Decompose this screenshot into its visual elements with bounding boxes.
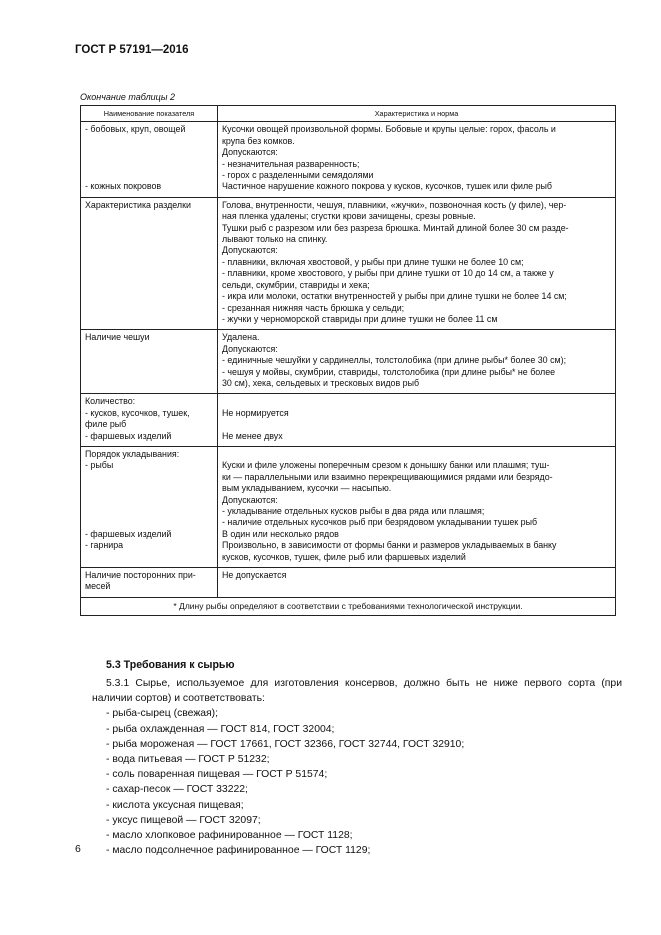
table-footnote-row: [81, 597, 616, 615]
cell-line: [222, 396, 611, 407]
cell-line: - плавники, включая хвостовой, у рыбы при длине тушки не более 10 см;: [222, 256, 524, 267]
requirements-list: [92, 706, 622, 858]
list-item: - кислота уксусная пищевая;: [106, 799, 244, 811]
cell-line: Кусочки овощей произвольной формы. Бобовые и крупы целые: горох, фасоль и: [222, 124, 556, 135]
cell-line: Тушки рыб с разрезом или без разреза брюшка. Минтай длиной более 30 см разде-: [222, 222, 569, 233]
indicator-cell: [81, 197, 218, 329]
cell-line: вым укладыванием, кусочки — насыпью.: [222, 483, 392, 494]
cell-line: - фаршевых изделий: [85, 430, 172, 441]
cell-line: - горох с разделенными семядолями: [222, 170, 374, 181]
cell-line: [85, 495, 213, 506]
table-row: [81, 197, 616, 329]
cell-line: - чешуя у мойвы, скумбрии, ставриды, толстолобика (при длине рыбы* не более: [222, 366, 556, 377]
cell-line: - рыбы: [85, 460, 114, 471]
cell-line: Допускаются:: [222, 343, 278, 354]
cell-line: Допускаются:: [222, 494, 278, 505]
cell-line: Удалена.: [222, 332, 260, 343]
cell-line: - кожных покровов: [85, 181, 162, 192]
document-header: ГОСТ Р 57191—2016: [75, 44, 189, 56]
cell-line: - икра или молоки, остатки внутренностей у рыбы при длине тушки не более 14 см;: [222, 291, 567, 302]
cell-line: В один или несколько рядов: [222, 528, 339, 539]
cell-line: - жучки у черноморской ставриды при длине тушки не более 11 см: [222, 313, 498, 324]
cell-line: Произвольно, в зависимости от формы банки и размеров укладываемых в банку: [222, 540, 557, 551]
cell-line: [85, 483, 213, 494]
cell-line: [85, 506, 213, 517]
table-header-row: [81, 106, 616, 122]
cell-line: [85, 147, 213, 158]
norm-cell: [218, 197, 616, 329]
cell-line: Наличие чешуи: [85, 332, 150, 343]
norm-cell: [218, 446, 616, 567]
cell-line: Количество:: [85, 396, 136, 407]
column-header-indicator: Наименование показателя: [81, 106, 218, 122]
column-header-norm: Характеристика и норма: [218, 106, 616, 122]
cell-line: сельди, скумбрии, ставриды и хека;: [222, 279, 370, 290]
list-item: - масло хлопковое рафинированное — ГОСТ 1128;: [106, 830, 353, 842]
table-row: [81, 446, 616, 567]
table-row: [81, 568, 616, 598]
cell-line: - гарнира: [85, 540, 124, 551]
table-caption: Окончание таблицы 2: [80, 92, 175, 102]
indicator-cell: [81, 394, 218, 447]
section-paragraph: 5.3.1 Сырье, используемое для изготовления консервов, должно быть не ниже первого сорта (при наличии сортов) и соответствовать:: [92, 678, 622, 705]
cell-line: ная пленка удалены; сгустки крови зачищены, срезы ровные.: [222, 211, 476, 222]
cell-line: [222, 419, 611, 430]
section-body: [92, 676, 622, 858]
section-title: 5.3 Требования к сырью: [106, 659, 235, 671]
cell-line: [85, 136, 213, 147]
cell-line: - укладывание отдельных кусков рыбы в два ряда или плашмя;: [222, 505, 485, 516]
cell-line: ки — параллельными или взаимно перекрещивающимися рядами или безрядо-: [222, 471, 553, 482]
cell-line: - срезанная нижняя часть брюшка у сельди;: [222, 302, 405, 313]
cell-line: - плавники, кроме хвостового, у рыбы при длине тушки от 10 до 14 см, а также у: [222, 268, 554, 279]
cell-line: - незначительная разваренность;: [222, 158, 360, 169]
cell-line: лывают только на спинку.: [222, 234, 328, 245]
cell-line: филе рыб: [85, 419, 127, 430]
cell-line: Порядок укладывания:: [85, 448, 180, 459]
indicator-cell: [81, 568, 218, 598]
list-item: - масло подсолнечное рафинированное — ГОСТ 1129;: [106, 845, 371, 857]
cell-line: Куски и филе уложены поперечным срезом к донышку банки или плашмя; туш-: [222, 460, 550, 471]
cell-line: [85, 170, 213, 181]
cell-line: Характеристика разделки: [85, 199, 191, 210]
norm-cell: [218, 330, 616, 394]
table-row: [81, 122, 616, 197]
table-row: [81, 394, 616, 447]
list-item: - уксус пищевой — ГОСТ 32097;: [106, 814, 261, 826]
list-item: - вода питьевая — ГОСТ Р 51232;: [106, 754, 270, 766]
cell-line: месей: [85, 581, 111, 592]
cell-line: [85, 159, 213, 170]
cell-line: [222, 449, 611, 460]
table-footnote: * Длину рыбы определяют в соответствии с требованиями технологической инструкции.: [81, 597, 616, 615]
cell-line: Не менее двух: [222, 430, 283, 441]
cell-line: - бобовых, круп, овощей: [85, 124, 186, 135]
list-item: - рыба-сырец (свежая);: [106, 708, 219, 720]
cell-line: Не нормируется: [222, 407, 289, 418]
cell-line: Частичное нарушение кожного покрова у кусков, кусочков, тушек или филе рыб: [222, 181, 552, 192]
norm-cell: [218, 394, 616, 447]
cell-line: крупа без комков.: [222, 135, 295, 146]
cell-line: [85, 472, 213, 483]
list-item: - рыба мороженая — ГОСТ 17661, ГОСТ 32366, ГОСТ 32744, ГОСТ 32910;: [106, 738, 465, 750]
cell-line: - фаршевых изделий: [85, 528, 172, 539]
cell-line: - единичные чешуйки у сардинеллы, толстолобика (при длине рыбы* более 30 см);: [222, 355, 567, 366]
cell-line: - кусков, кусочков, тушек,: [85, 407, 190, 418]
requirements-table: [80, 105, 616, 616]
list-item: - рыба охлажденная — ГОСТ 814, ГОСТ 32004;: [106, 723, 335, 735]
cell-line: [85, 517, 213, 528]
cell-line: Голова, внутренности, чешуя, плавники, «жучки», позвоночная кость (у филе), чер-: [222, 199, 567, 210]
cell-line: Допускаются:: [222, 245, 278, 256]
norm-cell: [218, 568, 616, 598]
cell-line: Не допускается: [222, 570, 287, 581]
table-row: [81, 330, 616, 394]
list-item: - сахар-песок — ГОСТ 33222;: [106, 784, 248, 796]
indicator-cell: [81, 330, 218, 394]
cell-line: кусков, кусочков, тушек, филе рыб или фаршевых изделий: [222, 551, 466, 562]
norm-cell: [218, 122, 616, 197]
cell-line: Наличие посторонних при-: [85, 570, 196, 581]
cell-line: 30 см), хека, сельдевых и тресковых видов рыб: [222, 377, 420, 388]
page-number: 6: [75, 843, 81, 855]
cell-line: - наличие отдельных кусочков рыб при безрядовом укладывании тушек рыб: [222, 517, 538, 528]
list-item: - соль поваренная пищевая — ГОСТ Р 51574;: [106, 769, 328, 781]
indicator-cell: [81, 122, 218, 197]
indicator-cell: [81, 446, 218, 567]
cell-line: Допускаются:: [222, 147, 278, 158]
